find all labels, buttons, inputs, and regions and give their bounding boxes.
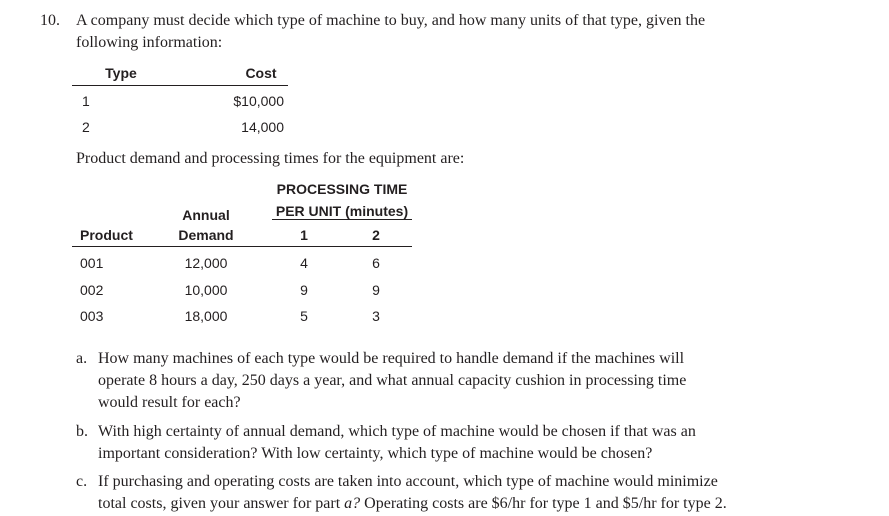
product-001: 001	[80, 255, 104, 271]
question-a-letter: a.	[76, 350, 88, 367]
processing-time-group-rule	[272, 219, 412, 220]
processing-time-header-line-2: PER UNIT (minutes)	[275, 203, 409, 219]
cost-table-row-2-type: 2	[82, 119, 90, 135]
demand-row-1: 12,000	[184, 255, 228, 271]
product-002: 002	[80, 282, 104, 298]
question-a-line-3: would result for each?	[98, 394, 241, 411]
demand-table-header-rule	[72, 246, 412, 247]
question-b-letter: b.	[76, 423, 88, 440]
problem-intro-line-1: A company must decide which type of machine to buy, and how many units of that type, given the	[76, 12, 706, 29]
question-a-line-2: operate 8 hours a day, 250 days a year, and what annual capacity cushion in processing time	[98, 372, 687, 389]
cost-table-header-rule	[72, 85, 288, 86]
question-a-line-1: How many machines of each type would be required to handle demand if the machines will	[98, 350, 685, 367]
product-header: Product	[80, 227, 133, 243]
time-type-1-row-2: 9	[300, 282, 308, 298]
cost-table-row-1-cost: $10,000	[233, 93, 284, 109]
annual-header-line-2: Demand	[178, 227, 234, 243]
time-type-2-row-2: 9	[372, 282, 380, 298]
problem-intro-line-2: following information:	[76, 34, 223, 51]
question-c-line-1: If purchasing and operating costs are taken into account, which type of machine would minimize	[98, 473, 718, 490]
question-c-letter: c.	[76, 473, 88, 490]
cost-table-header-type: Type	[105, 65, 137, 81]
annual-header-line-1: Annual	[182, 207, 230, 223]
question-c-line-2-start: total costs, given your answer for part	[98, 495, 345, 512]
time-type-2-row-3: 3	[372, 308, 380, 324]
question-c-line-2-end: Operating costs are $6/hr for type 1 and $5/hr for type 2.	[360, 495, 727, 512]
demand-row-3: 18,000	[184, 308, 228, 324]
cost-table-row-2-cost: 14,000	[241, 119, 284, 135]
type-1-header: 1	[300, 227, 308, 243]
time-type-2-row-1: 6	[372, 255, 380, 271]
question-c-line-2	[98, 494, 727, 514]
cost-table-header-cost: Cost	[245, 65, 277, 81]
question-b-line-2: important consideration? With low certainty, which type of machine would be chosen?	[98, 445, 653, 462]
time-type-1-row-1: 4	[300, 255, 308, 271]
question-c-part-a-ref: a?	[344, 495, 361, 512]
demand-intro: Product demand and processing times for the equipment are:	[76, 150, 465, 167]
demand-row-2: 10,000	[184, 282, 228, 298]
type-2-header: 2	[372, 227, 380, 243]
problem-number: 10.	[40, 12, 60, 29]
question-b-line-1: With high certainty of annual demand, which type of machine would be chosen if that was an	[98, 423, 696, 440]
time-type-1-row-3: 5	[300, 308, 308, 324]
cost-table-row-1-type: 1	[82, 93, 90, 109]
processing-time-header-line-1: PROCESSING TIME	[276, 181, 408, 197]
product-003: 003	[80, 308, 104, 324]
